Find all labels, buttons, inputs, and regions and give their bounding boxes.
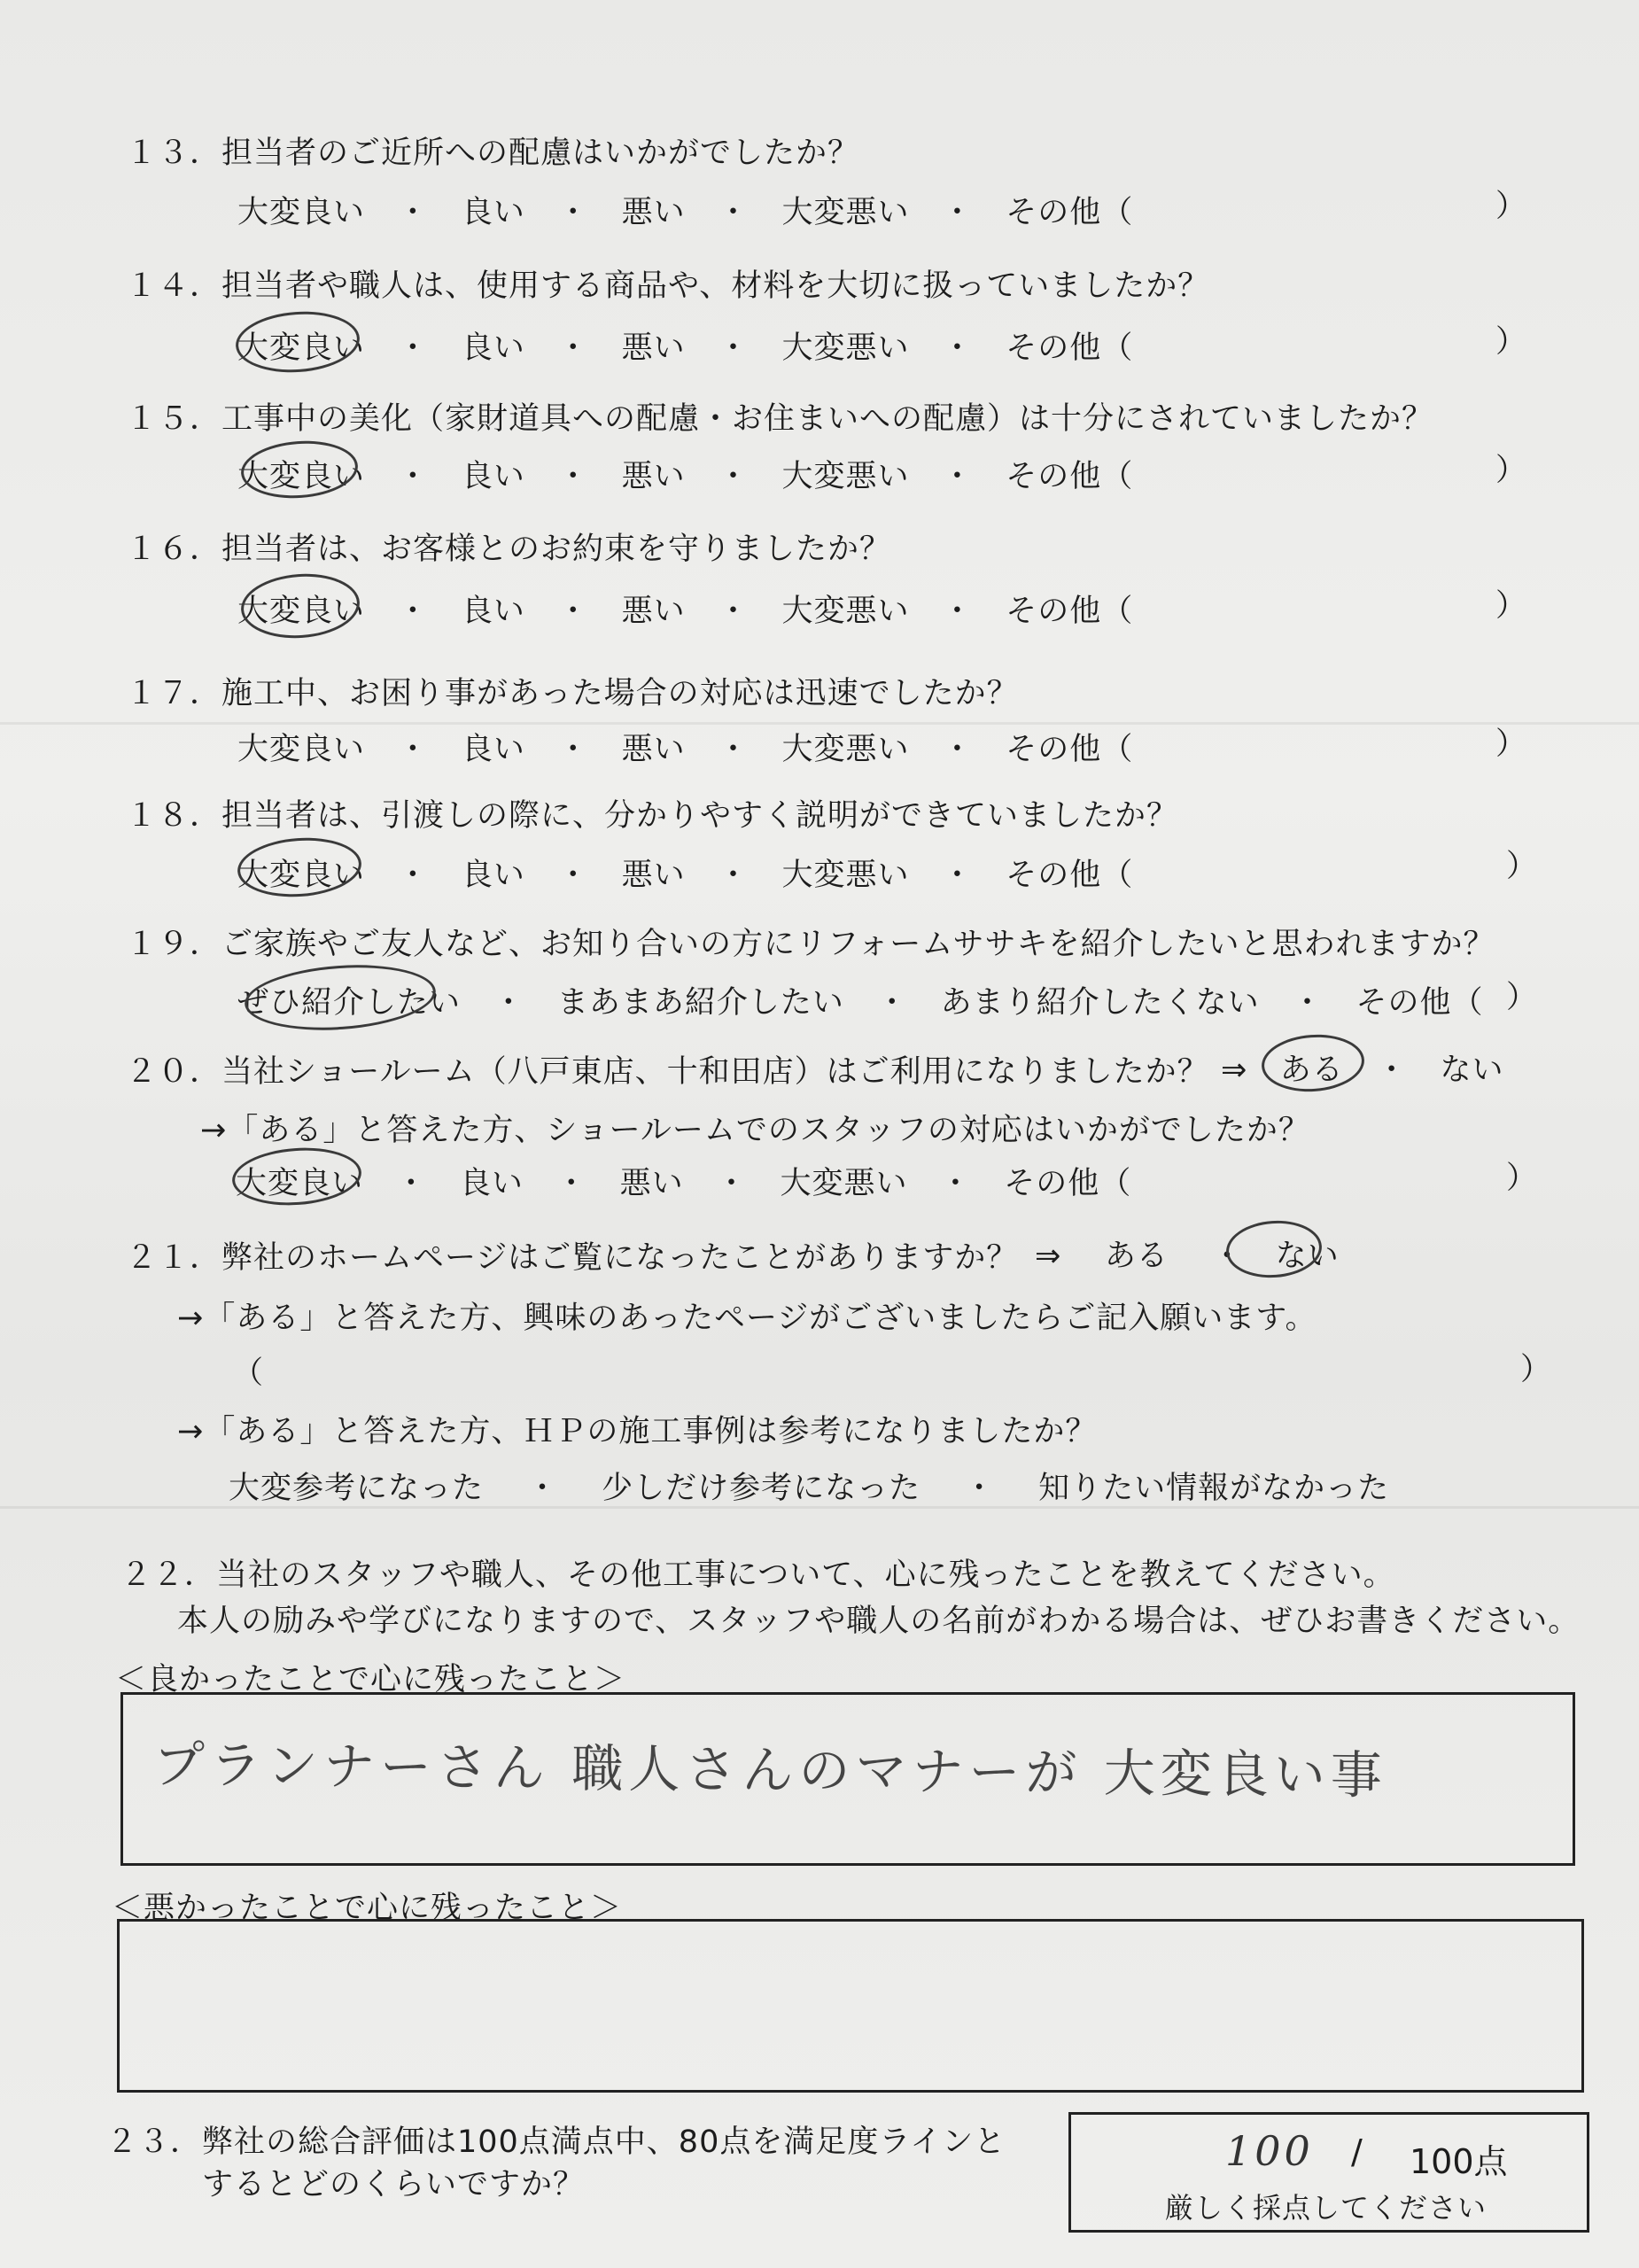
q20-followup: →「ある」と答えた方、ショールームでのスタッフの対応はいかがでしたか？: [200, 1113, 1310, 1148]
score-written: 100: [1225, 2127, 1314, 2175]
question-18: １８．担当者は、引渡しの際に、分かりやすく説明ができていましたか？: [126, 798, 1179, 834]
q21-followup-2: →「ある」と答えた方、ＨＰの施工事例は参考になりましたか？: [177, 1414, 1098, 1449]
option-bad[interactable]: 悪い: [621, 858, 686, 893]
q14-options: 大変良い ・ 良い ・ 悪い ・ 大変悪い ・ その他（: [237, 330, 1134, 366]
question-14: １４．担当者や職人は、使用する商品や、材料を大切に扱っていましたか？: [126, 268, 1210, 304]
selection-circle: [243, 959, 438, 1037]
close-paren: ）: [1520, 1352, 1553, 1387]
option-somewhat[interactable]: まあまあ紹介したい: [556, 985, 844, 1021]
score-note: 厳しく採点してください: [1165, 2191, 1488, 2225]
option-very-bad[interactable]: 大変悪い: [781, 195, 910, 230]
open-paren: （: [232, 1355, 265, 1391]
q21-answer: ⇒ ある ・ ない: [1035, 1239, 1340, 1274]
score-max: 100点: [1410, 2142, 1508, 2181]
question-22-note: 本人の励みや学びになりますので、スタッフや職人の名前がわかる場合は、ぜひお書きください。: [177, 1604, 1581, 1639]
close-paren: ）: [1506, 849, 1539, 884]
option-very-good[interactable]: 大変良い: [237, 858, 366, 893]
question-16: １６．担当者は、お客様とのお約束を守りましたか？: [126, 532, 892, 567]
option-very-bad[interactable]: 大変悪い: [781, 459, 910, 494]
option-bad[interactable]: 悪い: [621, 195, 686, 230]
option-other[interactable]: その他（: [1355, 985, 1484, 1021]
option-other[interactable]: その他（: [1006, 594, 1134, 629]
option-very-good[interactable]: 大変良い: [237, 732, 366, 767]
selection-circle: [239, 570, 362, 641]
option-very-bad[interactable]: 大変悪い: [780, 1166, 908, 1201]
option-other[interactable]: その他（: [1006, 858, 1134, 893]
option-very-bad[interactable]: 大変悪い: [781, 594, 910, 629]
close-paren: ）: [1506, 980, 1539, 1015]
q17-options: 大変良い ・ 良い ・ 悪い ・ 大変悪い ・ その他（: [237, 732, 1134, 767]
option-bad[interactable]: 悪い: [621, 594, 686, 629]
q16-options: 大変良い ・ 良い ・ 悪い ・ 大変悪い ・ その他（: [237, 594, 1134, 629]
option-bad[interactable]: 悪い: [621, 330, 686, 366]
q19-options: ぜひ紹介したい ・ まあまあ紹介したい ・ あまり紹介したくない ・ その他（: [237, 985, 1484, 1021]
score-slash: /: [1351, 2132, 1363, 2171]
option-good[interactable]: 良い: [461, 594, 525, 629]
arrow-right-icon: ⇒: [1221, 1052, 1248, 1088]
q20-options: 大変良い ・ 良い ・ 悪い ・ 大変悪い ・ その他（: [236, 1166, 1132, 1201]
close-paren: ）: [1495, 189, 1528, 224]
close-paren: ）: [1495, 726, 1528, 762]
option-no[interactable]: ない: [1440, 1052, 1504, 1088]
good-memory-box[interactable]: [120, 1692, 1575, 1866]
bad-memory-box[interactable]: [117, 1919, 1584, 2093]
arrow-right-icon: ⇒: [1035, 1239, 1062, 1274]
option-very-good[interactable]: 大変良い: [237, 594, 366, 629]
q15-options: 大変良い ・ 良い ・ 悪い ・ 大変悪い ・ その他（: [237, 459, 1134, 494]
question-13: １３．担当者のご近所への配慮はいかがでしたか？: [126, 136, 860, 171]
option-good[interactable]: 良い: [461, 195, 525, 230]
option-no[interactable]: ない: [1275, 1239, 1340, 1274]
option-other[interactable]: その他（: [1006, 195, 1134, 230]
question-15: １５．工事中の美化（家財道具への配慮・お住まいへの配慮）は十分にされていましたか？: [126, 401, 1434, 437]
q20-answer: ⇒ ある ・ ない: [1221, 1052, 1504, 1088]
option-bad[interactable]: 悪い: [619, 1166, 684, 1201]
question-23-line2: するとどのくらいですか？: [202, 2167, 586, 2202]
option-good[interactable]: 良い: [461, 732, 525, 767]
q21-options: 大変参考になった ・ 少しだけ参考になった ・ 知りたい情報がなかった: [229, 1471, 1390, 1506]
question-17: １７．施工中、お困り事があった場合の対応は迅速でしたか？: [126, 676, 1019, 711]
close-paren: ）: [1495, 453, 1528, 488]
close-paren: ）: [1506, 1161, 1539, 1196]
option-good[interactable]: 良い: [459, 1166, 524, 1201]
question-21: ２１．弊社のホームページはご覧になったことがありますか？: [126, 1240, 1019, 1276]
option-other[interactable]: その他（: [1006, 330, 1134, 366]
q13-options: 大変良い ・ 良い ・ 悪い ・ 大変悪い ・ その他（: [237, 195, 1134, 230]
question-22: ２２．当社のスタッフや職人、その他工事について、心に残ったことを教えてください。: [120, 1557, 1395, 1593]
question-20: ２０．当社ショールーム（八戸東店、十和田店）はご利用になりましたか？: [126, 1054, 1209, 1090]
option-very-good[interactable]: 大変良い: [237, 195, 366, 230]
option-yes[interactable]: ある: [1104, 1239, 1169, 1274]
option-very-good[interactable]: 大変良い: [237, 459, 366, 494]
option-very-good[interactable]: 大変良い: [237, 330, 366, 366]
option-good[interactable]: 良い: [461, 459, 525, 494]
option-not-really[interactable]: あまり紹介したくない: [940, 985, 1260, 1021]
option-very-bad[interactable]: 大変悪い: [781, 330, 910, 366]
close-paren: ）: [1495, 324, 1528, 360]
good-memory-label: ＜良かったことで心に残ったこと＞: [115, 1662, 626, 1697]
option-definitely[interactable]: ぜひ紹介したい: [237, 985, 462, 1021]
option-good[interactable]: 良い: [461, 330, 525, 366]
question-23: ２３．弊社の総合評価は100点満点中、80点を満足度ラインと: [106, 2124, 1006, 2160]
option-very-good[interactable]: 大変良い: [236, 1166, 364, 1201]
handwritten-answer: プランナーさん 職人さんのマナーが 大変良い事: [152, 1734, 1388, 1806]
q21-followup-1: →「ある」と答えた方、興味のあったページがございましたらご記入願います。: [177, 1301, 1317, 1336]
option-other[interactable]: その他（: [1006, 459, 1134, 494]
q18-options: 大変良い ・ 良い ・ 悪い ・ 大変悪い ・ その他（: [237, 858, 1134, 893]
question-19: １９．ご家族やご友人など、お知り合いの方にリフォームササキを紹介したいと思われますか？: [126, 927, 1495, 962]
score-box[interactable]: [1068, 2112, 1589, 2233]
option-other[interactable]: その他（: [1006, 732, 1134, 767]
option-very-bad[interactable]: 大変悪い: [781, 732, 910, 767]
option-yes[interactable]: ある: [1279, 1052, 1344, 1088]
option-very-helpful[interactable]: 大変参考になった: [229, 1471, 485, 1506]
bad-memory-label: ＜悪かったことで心に残ったこと＞: [112, 1891, 623, 1926]
close-paren: ）: [1495, 588, 1528, 624]
option-bad[interactable]: 悪い: [621, 732, 686, 767]
option-good[interactable]: 良い: [461, 858, 525, 893]
option-somewhat-helpful[interactable]: 少しだけ参考になった: [602, 1471, 921, 1506]
option-very-bad[interactable]: 大変悪い: [781, 858, 910, 893]
option-bad[interactable]: 悪い: [621, 459, 686, 494]
option-not-helpful[interactable]: 知りたい情報がなかった: [1038, 1471, 1390, 1506]
option-other[interactable]: その他（: [1004, 1166, 1132, 1201]
